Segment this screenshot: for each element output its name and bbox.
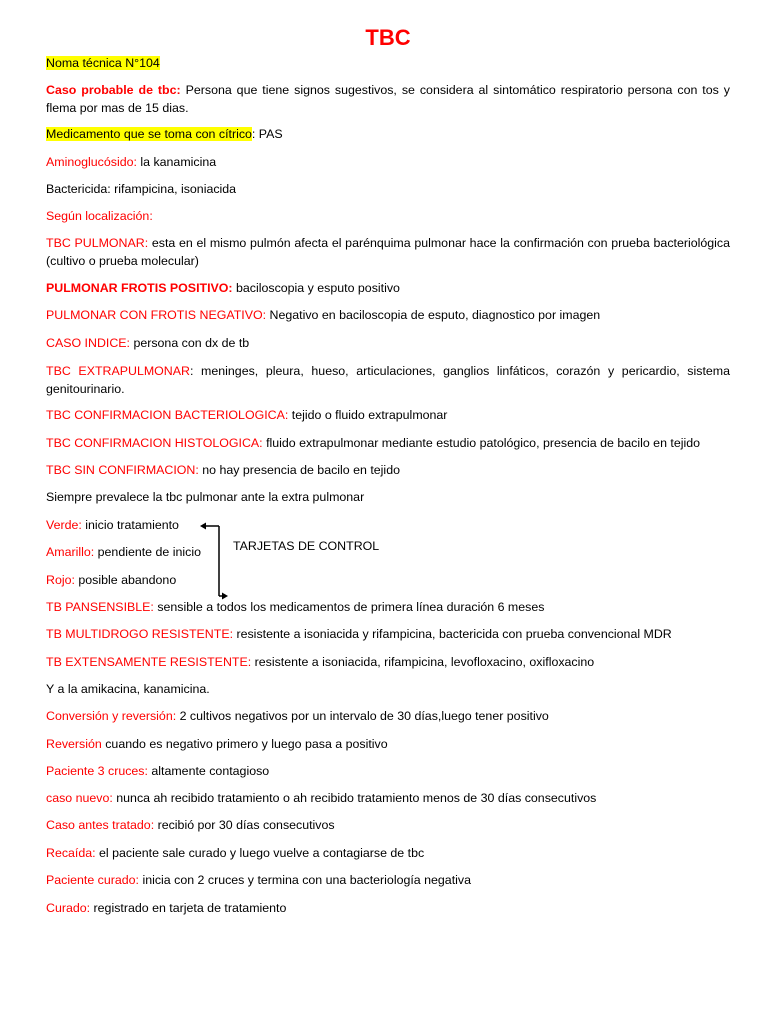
y-amikacina-text: Y a la amikacina, kanamicina. <box>46 682 210 696</box>
line-confirmacion-histologica <box>46 435 730 453</box>
tbc-extrapulmonar-label: TBC EXTRAPULMONAR <box>46 364 190 378</box>
line-caso-antes-tratado <box>46 817 730 835</box>
paciente-curado-label: Paciente curado: <box>46 873 139 887</box>
line-siempre-prevalece <box>46 489 730 507</box>
tb-extensamente-text: resistente a isoniacida, rifampicina, levofloxacino, oxifloxacino <box>251 655 595 669</box>
line-pulmonar-frotis-negativo <box>46 307 730 325</box>
tb-multidrogo-text: resistente a isoniacida y rifampicina, bactericida con prueba convencional MDR <box>233 627 672 641</box>
line-curado <box>46 900 730 918</box>
caso-nuevo-label: caso nuevo: <box>46 791 113 805</box>
line-caso-indice <box>46 335 730 353</box>
curado-text: registrado en tarjeta de tratamiento <box>90 901 287 915</box>
confirmacion-histologica-text: fluido extrapulmonar mediante estudio patológico, presencia de bacilo en tejido <box>262 436 701 450</box>
line-rojo <box>46 572 730 590</box>
page-title: TBC <box>365 25 411 50</box>
line-y-amikacina <box>46 681 730 699</box>
recaida-label: Recaída: <box>46 846 96 860</box>
caso-indice-text: persona con dx de tb <box>130 336 250 350</box>
line-recaida <box>46 845 730 863</box>
reversion-label: Reversión <box>46 737 102 751</box>
reversion-text: cuando es negativo primero y luego pasa a positivo <box>101 737 388 751</box>
rojo-label: Rojo: <box>46 573 75 587</box>
line-tbc-extrapulmonar <box>46 363 730 398</box>
verde-label: Verde: <box>46 518 82 532</box>
caso-antes-tratado-text: recibió por 30 días consecutivos <box>154 818 335 832</box>
line-medicamento <box>46 126 730 144</box>
confirmacion-bacteriologica-label: TBC CONFIRMACION BACTERIOLOGICA: <box>46 408 289 422</box>
sin-confirmacion-text: no hay presencia de bacilo en tejido <box>198 463 400 477</box>
caso-nuevo-text: nunca ah recibido tratamiento o ah recibido tratamiento menos de 30 días consecutivos <box>112 791 597 805</box>
line-segun-localizacion <box>46 208 730 226</box>
caso-antes-tratado-label: Caso antes tratado: <box>46 818 155 832</box>
siempre-prevalece-text: Siempre prevalece la tbc pulmonar ante la extra pulmonar <box>46 490 365 504</box>
conversion-text: 2 cultivos negativos por un intervalo de 30 días,luego tener positivo <box>176 709 549 723</box>
paciente-3-cruces-label: Paciente 3 cruces: <box>46 764 148 778</box>
aminoglucosido-text: la kanamicina <box>136 155 217 169</box>
verde-text: inicio tratamiento <box>81 518 179 532</box>
confirmacion-histologica-label: TBC CONFIRMACION HISTOLOGICA: <box>46 436 263 450</box>
line-paciente-curado <box>46 872 730 890</box>
tb-multidrogo-label: TB MULTIDROGO RESISTENTE: <box>46 627 234 641</box>
line-pulmonar-frotis-positivo <box>46 280 730 298</box>
line-caso-probable <box>46 82 730 117</box>
line-reversion <box>46 736 730 754</box>
recaida-text: el paciente sale curado y luego vuelve a contagiarse de tbc <box>95 846 425 860</box>
line-confirmacion-bacteriologica <box>46 407 730 425</box>
line-noma <box>46 55 730 73</box>
line-paciente-3-cruces <box>46 763 730 781</box>
line-tbc-pulmonar <box>46 235 730 270</box>
line-conversion <box>46 708 730 726</box>
pulmonar-frotis-positivo-text: baciloscopia y esputo positivo <box>232 281 400 295</box>
confirmacion-bacteriologica-text: tejido o fluido extrapulmonar <box>288 408 448 422</box>
aminoglucosido-label: Aminoglucósido: <box>46 155 137 169</box>
bactericida-text: Bactericida: rifampicina, isoniacida <box>46 182 237 196</box>
line-tb-extensamente <box>46 654 730 672</box>
conversion-label: Conversión y reversión: <box>46 709 177 723</box>
line-tb-pansensible <box>46 599 730 617</box>
tb-pansensible-label: TB PANSENSIBLE: <box>46 600 154 614</box>
rojo-text: posible abandono <box>74 573 177 587</box>
tbc-extrapulmonar-text: : meninges, pleura, hueso, articulaciones, ganglios linfáticos, corazón y pericardio, sistema genitourinario. <box>46 364 730 396</box>
line-amarillo <box>46 544 730 562</box>
line-caso-nuevo <box>46 790 730 808</box>
tarjetas-de-control-label: TARJETAS DE CONTROL <box>233 539 380 553</box>
caso-probable-text: Persona que tiene signos sugestivos, se considera al sintomático respiratorio persona con tos y flema por mas de 15 dias. <box>46 83 730 115</box>
paciente-3-cruces-text: altamente contagioso <box>147 764 270 778</box>
amarillo-text: pendiente de inicio <box>94 545 201 559</box>
tbc-pulmonar-label: TBC PULMONAR: <box>46 236 149 250</box>
curado-label: Curado: <box>46 901 91 915</box>
bracket-arrow-icon <box>198 520 228 600</box>
amarillo-label: Amarillo: <box>46 545 95 559</box>
tbc-pulmonar-text: esta en el mismo pulmón afecta el parénquima pulmonar hace la confirmación con prueba bacteriológica (cultivo o prueba molecular) <box>46 236 730 268</box>
sin-confirmacion-label: TBC SIN CONFIRMACION: <box>46 463 199 477</box>
medicamento-label: Medicamento que se toma con cítrico <box>46 127 252 141</box>
segun-localizacion-label: Según localización: <box>46 209 153 223</box>
caso-indice-label: CASO INDICE: <box>46 336 130 350</box>
line-aminoglucosido <box>46 154 730 172</box>
caso-probable-label: Caso probable de tbc: <box>46 83 181 97</box>
paciente-curado-text: inicia con 2 cruces y termina con una bacteriología negativa <box>139 873 471 887</box>
line-bactericida <box>46 181 730 199</box>
line-tb-multidrogo <box>46 626 730 644</box>
line-verde <box>46 517 730 535</box>
medicamento-text: : PAS <box>251 127 283 141</box>
tb-extensamente-label: TB EXTENSAMENTE RESISTENTE: <box>46 655 252 669</box>
tb-pansensible-text: sensible a todos los medicamentos de primera línea duración 6 meses <box>153 600 545 614</box>
pulmonar-frotis-negativo-label: PULMONAR CON FROTIS NEGATIVO: <box>46 308 267 322</box>
noma-label: Noma técnica N°104 <box>46 56 160 70</box>
line-sin-confirmacion <box>46 462 730 480</box>
pulmonar-frotis-negativo-text: Negativo en baciloscopia de esputo, diagnostico por imagen <box>266 308 601 322</box>
pulmonar-frotis-positivo-label: PULMONAR FROTIS POSITIVO: <box>46 281 233 295</box>
